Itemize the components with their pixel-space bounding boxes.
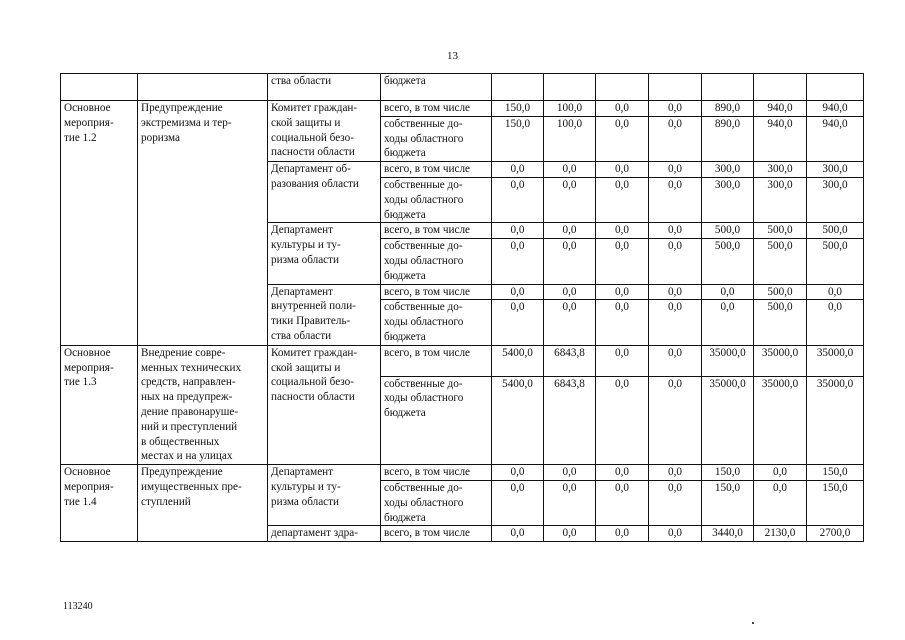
event-cell: Основное мероприя- тие 1.2	[61, 101, 138, 346]
value-cell	[807, 74, 864, 101]
value-cell: 100,0	[544, 116, 596, 161]
value-cell	[702, 74, 754, 101]
value-cell: 0,0	[649, 239, 702, 284]
source-cell: собственные до- ходы областного бюджета	[381, 116, 492, 161]
value-cell: 500,0	[754, 223, 807, 239]
value-cell: 0,0	[596, 526, 649, 542]
value-cell: 0,0	[596, 177, 649, 222]
value-cell: 0,0	[596, 162, 649, 178]
executor-cell: Комитет граждан- ской защиты и социальной безо- пасности области	[268, 101, 381, 162]
value-cell: 300,0	[754, 162, 807, 178]
value-cell: 300,0	[702, 162, 754, 178]
value-cell: 0,0	[544, 480, 596, 525]
budget-table	[60, 73, 864, 542]
value-cell: 0,0	[544, 177, 596, 222]
value-cell: 300,0	[702, 177, 754, 222]
value-cell: 500,0	[702, 223, 754, 239]
value-cell: 0,0	[649, 284, 702, 300]
value-cell: 0,0	[492, 162, 544, 178]
value-cell: 6843,8	[544, 345, 596, 376]
event-name-cell: Предупреждение экстремизма и тер- роризма	[138, 101, 268, 346]
value-cell: 0,0	[596, 284, 649, 300]
value-cell: 35000,0	[754, 345, 807, 376]
source-cell: бюджета	[381, 74, 492, 101]
executor-cell: Департамент культуры и ту- ризма области	[268, 223, 381, 284]
value-cell: 0,0	[596, 239, 649, 284]
value-cell	[596, 74, 649, 101]
value-cell: 0,0	[492, 465, 544, 481]
value-cell: 0,0	[544, 223, 596, 239]
value-cell: 0,0	[544, 284, 596, 300]
value-cell: 5400,0	[492, 345, 544, 376]
value-cell: 150,0	[702, 465, 754, 481]
value-cell: 0,0	[544, 526, 596, 542]
value-cell: 0,0	[754, 465, 807, 481]
value-cell: 35000,0	[702, 376, 754, 465]
event-name-cell: Предупреждение имущественных пре- ступлений	[138, 465, 268, 542]
value-cell: 0,0	[649, 465, 702, 481]
source-cell: собственные до- ходы областного бюджета	[381, 239, 492, 284]
value-cell: 940,0	[807, 116, 864, 161]
value-cell: 0,0	[649, 116, 702, 161]
source-cell: всего, в том числе	[381, 284, 492, 300]
value-cell: 500,0	[754, 300, 807, 345]
value-cell: 0,0	[492, 284, 544, 300]
executor-cell: Департамент об- разования области	[268, 162, 381, 223]
value-cell: 0,0	[649, 101, 702, 117]
value-cell	[544, 74, 596, 101]
value-cell: 0,0	[492, 526, 544, 542]
value-cell: 150,0	[702, 480, 754, 525]
value-cell: 35000,0	[754, 376, 807, 465]
value-cell: 940,0	[754, 116, 807, 161]
value-cell: 0,0	[596, 480, 649, 525]
table-row	[61, 465, 864, 481]
value-cell: 3440,0	[702, 526, 754, 542]
source-cell: всего, в том числе	[381, 101, 492, 117]
value-cell: 0,0	[702, 284, 754, 300]
value-cell: 0,0	[596, 101, 649, 117]
table-row	[61, 101, 864, 117]
value-cell: 2130,0	[754, 526, 807, 542]
value-cell: 5400,0	[492, 376, 544, 465]
value-cell: 0,0	[649, 177, 702, 222]
value-cell: 0,0	[702, 300, 754, 345]
source-cell: всего, в том числе	[381, 465, 492, 481]
value-cell: 35000,0	[807, 345, 864, 376]
executor-cell: ства области	[268, 74, 381, 101]
event-cell	[61, 74, 138, 101]
table-row	[61, 345, 864, 376]
value-cell: 0,0	[492, 300, 544, 345]
value-cell: 150,0	[807, 480, 864, 525]
value-cell: 0,0	[544, 239, 596, 284]
value-cell: 2700,0	[807, 526, 864, 542]
value-cell: 0,0	[649, 480, 702, 525]
value-cell: 300,0	[807, 177, 864, 222]
value-cell: 0,0	[544, 162, 596, 178]
value-cell: 500,0	[807, 239, 864, 284]
value-cell: 150,0	[492, 116, 544, 161]
value-cell: 35000,0	[807, 376, 864, 465]
executor-cell: Комитет граждан- ской защиты и социальной безо- пасности области	[268, 345, 381, 464]
value-cell: 500,0	[702, 239, 754, 284]
value-cell: 0,0	[596, 376, 649, 465]
value-cell: 0,0	[596, 300, 649, 345]
value-cell: 0,0	[649, 300, 702, 345]
value-cell: 100,0	[544, 101, 596, 117]
value-cell: 0,0	[649, 526, 702, 542]
source-cell: собственные до- ходы областного бюджета	[381, 177, 492, 222]
value-cell: 0,0	[649, 376, 702, 465]
value-cell: 300,0	[754, 177, 807, 222]
value-cell: 0,0	[544, 465, 596, 481]
value-cell: 0,0	[807, 284, 864, 300]
event-name-cell: Внедрение совре- менных технических средств, направлен- ных на предупреж- дение правонаруше- ний и преступлений в общественных местах и на улицах	[138, 345, 268, 464]
value-cell	[492, 74, 544, 101]
value-cell: 150,0	[807, 465, 864, 481]
value-cell: 150,0	[492, 101, 544, 117]
value-cell: 0,0	[544, 300, 596, 345]
source-cell: собственные до- ходы областного бюджета	[381, 376, 492, 465]
executor-cell: Департамент внутренней поли- тики Правитель- ства области	[268, 284, 381, 345]
executor-cell: Департамент культуры и ту- ризма области	[268, 465, 381, 526]
continuation-row	[61, 74, 864, 101]
executor-cell: департамент здра-	[268, 526, 381, 542]
value-cell: 0,0	[649, 223, 702, 239]
value-cell: 0,0	[596, 223, 649, 239]
value-cell: 300,0	[807, 162, 864, 178]
value-cell: 890,0	[702, 116, 754, 161]
value-cell: 0,0	[492, 177, 544, 222]
value-cell: 500,0	[754, 239, 807, 284]
value-cell	[649, 74, 702, 101]
value-cell: 0,0	[649, 162, 702, 178]
source-cell: собственные до- ходы областного бюджета	[381, 480, 492, 525]
footer-code: 113240	[63, 601, 93, 612]
source-cell: всего, в том числе	[381, 223, 492, 239]
value-cell: 0,0	[754, 480, 807, 525]
value-cell: 0,0	[596, 116, 649, 161]
value-cell: 0,0	[492, 239, 544, 284]
value-cell: 0,0	[649, 345, 702, 376]
value-cell	[754, 74, 807, 101]
value-cell: 940,0	[754, 101, 807, 117]
table-body	[61, 74, 864, 542]
event-cell: Основное мероприя- тие 1.3	[61, 345, 138, 464]
name-cell	[138, 74, 268, 101]
source-cell: всего, в том числе	[381, 345, 492, 376]
value-cell: 6843,8	[544, 376, 596, 465]
value-cell: 0,0	[596, 345, 649, 376]
value-cell: 0,0	[596, 465, 649, 481]
page-number: 13	[447, 50, 458, 62]
value-cell: 0,0	[492, 223, 544, 239]
event-cell: Основное мероприя- тие 1.4	[61, 465, 138, 542]
value-cell: 940,0	[807, 101, 864, 117]
value-cell: 500,0	[807, 223, 864, 239]
value-cell: 0,0	[492, 480, 544, 525]
scan-mark	[752, 622, 754, 624]
value-cell: 890,0	[702, 101, 754, 117]
source-cell: всего, в том числе	[381, 526, 492, 542]
source-cell: всего, в том числе	[381, 162, 492, 178]
source-cell: собственные до- ходы областного бюджета	[381, 300, 492, 345]
value-cell: 500,0	[754, 284, 807, 300]
value-cell: 0,0	[807, 300, 864, 345]
value-cell: 35000,0	[702, 345, 754, 376]
